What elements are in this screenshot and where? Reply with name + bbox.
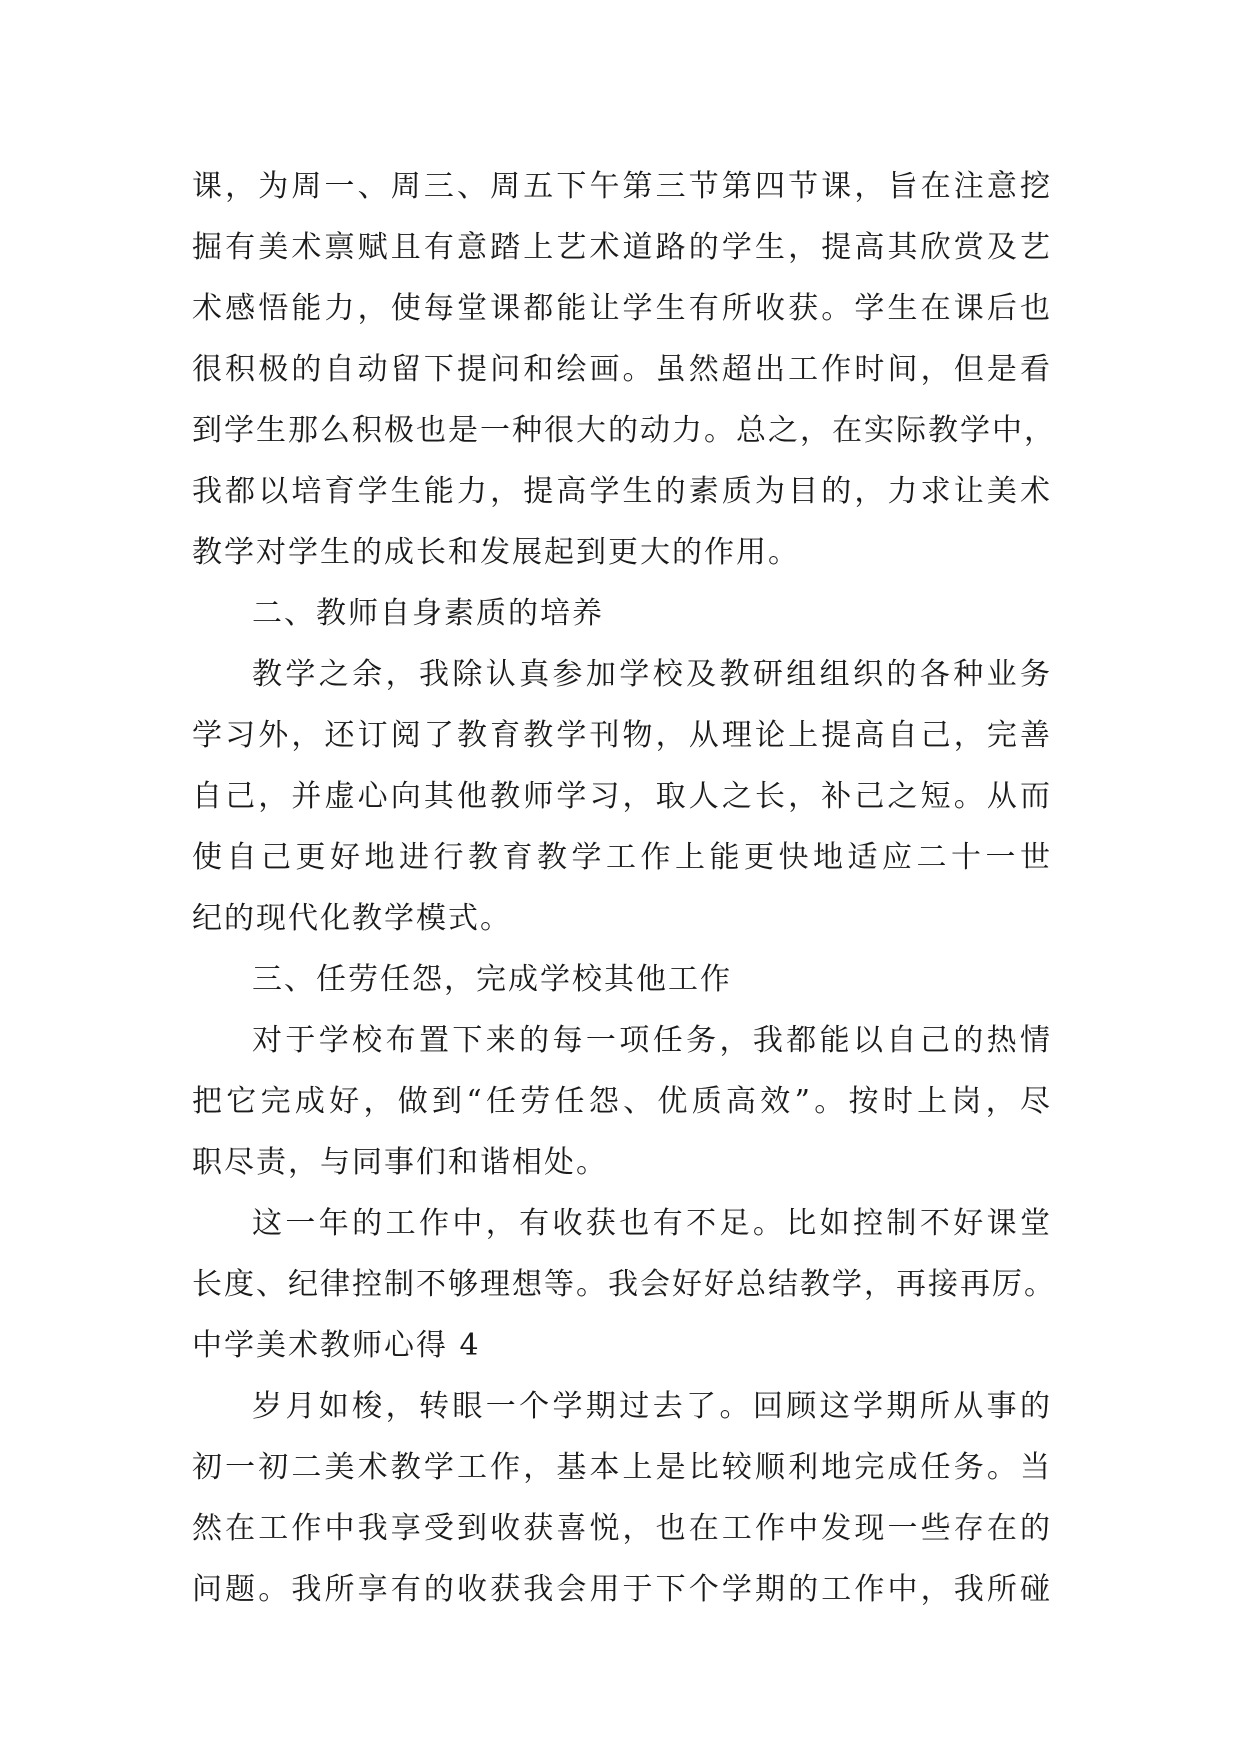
paragraph-line: 很积极的自动留下提问和绘画。虽然超出工作时间，但是看 xyxy=(192,352,1052,387)
paragraph-line: 职尽责，与同事们和谐相处。 xyxy=(192,1145,608,1180)
paragraph-line: 这一年的工作中，有收获也有不足。比如控制不好课堂 xyxy=(252,1206,1052,1241)
paragraph-line: 教学之余，我除认真参加学校及教研组组织的各种业务 xyxy=(252,657,1052,692)
paragraph-line: 课，为周一、周三、周五下午第三节第四节课，旨在注意挖 xyxy=(192,169,1052,204)
paragraph-line: 学习外，还订阅了教育教学刊物，从理论上提高自己，完善 xyxy=(192,718,1052,753)
paragraph-line: 纪的现代化教学模式。 xyxy=(192,901,512,936)
paragraph-line: 问题。我所享有的收获我会用于下个学期的工作中，我所碰 xyxy=(192,1572,1052,1607)
paragraph-line: 自己，并虚心向其他教师学习，取人之长，补己之短。从而 xyxy=(192,779,1052,814)
paragraph-line: 术感悟能力，使每堂课都能让学生有所收获。学生在课后也 xyxy=(192,291,1052,326)
paragraph-line: 然在工作中我享受到收获喜悦，也在工作中发现一些存在的 xyxy=(192,1511,1052,1546)
paragraph-line: 把它完成好，做到“任劳任怨、优质高效”。按时上岗，尽 xyxy=(192,1084,1052,1119)
paragraph-line: 掘有美术禀赋且有意踏上艺术道路的学生，提高其欣赏及艺 xyxy=(192,230,1052,265)
paragraph-line: 长度、纪律控制不够理想等。我会好好总结教学，再接再厉。 xyxy=(192,1267,1056,1302)
paragraph-line: 教学对学生的成长和发展起到更大的作用。 xyxy=(192,535,800,570)
article-title: 中学美术教师心得 4 xyxy=(192,1328,481,1363)
section-heading: 三、任劳任怨，完成学校其他工作 xyxy=(252,962,732,997)
paragraph-line: 对于学校布置下来的每一项任务，我都能以自己的热情 xyxy=(252,1023,1052,1058)
paragraph-line: 岁月如梭，转眼一个学期过去了。回顾这学期所从事的 xyxy=(252,1389,1052,1424)
document-body xyxy=(192,156,1056,1620)
section-heading: 二、教师自身素质的培养 xyxy=(252,596,604,631)
paragraph-line: 我都以培育学生能力，提高学生的素质为目的，力求让美术 xyxy=(192,474,1052,509)
paragraph-line: 到学生那么积极也是一种很大的动力。总之，在实际教学中， xyxy=(192,413,1056,448)
paragraph-line: 初一初二美术教学工作，基本上是比较顺利地完成任务。当 xyxy=(192,1450,1052,1485)
paragraph-line: 使自己更好地进行教育教学工作上能更快地适应二十一世 xyxy=(192,840,1052,875)
